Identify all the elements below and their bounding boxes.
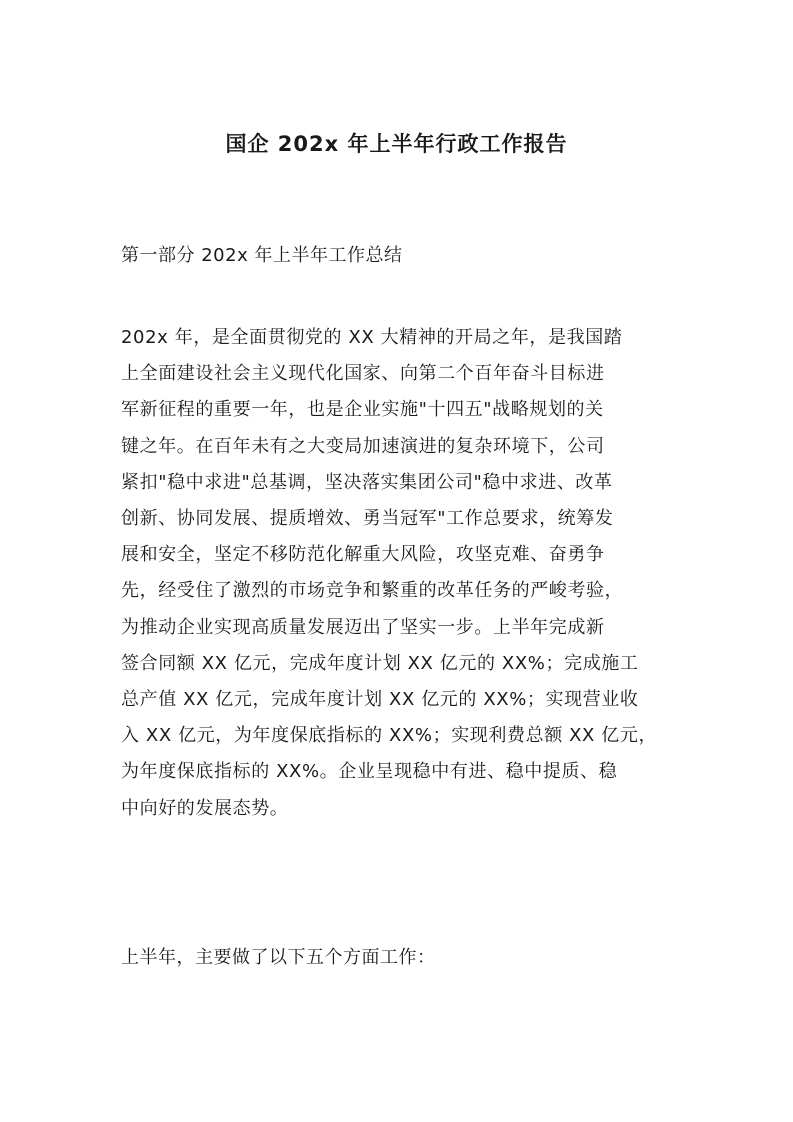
paragraph-line: 展和安全，坚定不移防范化解重大风险，攻坚克难、奋勇争 [121, 544, 605, 566]
work-areas-intro: 上半年，主要做了以下五个方面工作： [121, 947, 436, 968]
document-title: 国企 202x 年上半年行政工作报告 [225, 132, 568, 156]
paragraph-line: 军新征程的重要一年，也是企业实施"十四五"战略规划的关 [121, 399, 604, 421]
paragraph-line: 紧扣"稳中求进"总基调，坚决落实集团公司"稳中求进、改革 [121, 471, 613, 493]
paragraph-line: 签合同额 XX 亿元，完成年度计划 XX 亿元的 XX%；完成施工 [121, 652, 639, 674]
paragraph-line: 为推动企业实现高质量发展迈出了坚实一步。上半年完成新 [121, 616, 605, 638]
paragraph-line: 中向好的发展态势。 [121, 797, 289, 819]
paragraph-line: 上全面建设社会主义现代化国家、向第二个百年奋斗目标进 [121, 363, 605, 385]
paragraph-line: 202x 年，是全面贯彻党的 XX 大精神的开局之年，是我国踏 [121, 327, 623, 348]
paragraph-line: 为年度保底指标的 XX%。企业呈现稳中有进、稳中提质、稳 [121, 761, 618, 783]
paragraph-line: 入 XX 亿元，为年度保底指标的 XX%；实现利费总额 XX 亿元， [121, 725, 658, 747]
paragraph-line: 总产值 XX 亿元，完成年度计划 XX 亿元的 XX%；实现营业收 [121, 689, 639, 711]
paragraph-line: 键之年。在百年未有之大变局加速演进的复杂环境下，公司 [121, 435, 605, 457]
summary-paragraph [121, 320, 681, 827]
paragraph-line: 先，经受住了激烈的市场竞争和繁重的改革任务的严峻考验， [121, 580, 624, 602]
section-heading: 第一部分 202x 年上半年工作总结 [121, 245, 403, 266]
paragraph-line: 创新、协同发展、提质增效、勇当冠军"工作总要求，统筹发 [121, 508, 614, 530]
